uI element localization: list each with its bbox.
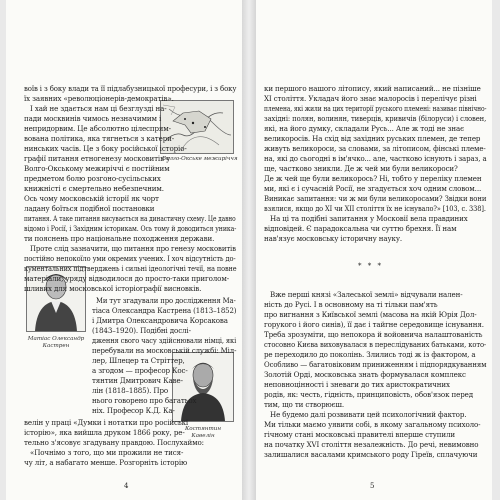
text-line: неповноцінності і зневаги до тих аристократичних — [264, 380, 450, 389]
text-line: Проте слід зазначити, що питання про генезу московитів — [30, 244, 236, 253]
map-caption: Волго-Окське межиріччя — [162, 156, 238, 162]
text-line: Ми тільки маємо уявити собі, в якому загальному психоло- — [264, 420, 481, 429]
text-line: дження свого часу здійснювали німці, які — [92, 336, 237, 345]
text-line: ладану боїться подібної постановки — [24, 204, 155, 213]
text-line: стосовно Києва виховувалася в переслідуваних батьками, кото- — [264, 340, 487, 349]
text-line: ми, які є і сучасній Росії, не згадується хоч одним словом... — [264, 184, 482, 193]
right-page — [256, 0, 492, 500]
book-gutter — [242, 0, 256, 500]
section-separator: * * * — [358, 262, 383, 270]
text-line: тянтин Дмитрович Каве- — [92, 376, 183, 385]
text-line: графії питання етногенезу московитів у — [24, 154, 171, 163]
left-page — [6, 0, 242, 500]
text-line: Вже перші князі «Залеської землі» відчували нален- — [270, 290, 463, 299]
text-line: велін у праці «Думки і нотатки про російські — [24, 418, 189, 427]
page-number: 5 — [370, 482, 375, 490]
text-line: нинських часів. Це з боку російської історіо- — [24, 144, 187, 153]
caption-line: Костянтин — [184, 426, 222, 432]
text-line: великоросів. На схід від західних руських племен, де тепер — [264, 134, 481, 143]
caption-line: Кавелін — [191, 433, 215, 439]
text-line: живуть великороси, за словами, за літописом, фінські племе- — [264, 144, 486, 153]
text-line: про вигнання з Київської землі (масова на якій Юрія Дол- — [264, 310, 477, 319]
text-line: західні: полян, волинян, тиверців, кривичів (білоруси) і словен, — [264, 114, 487, 123]
text-line: Ось чому московській історії як чорт — [24, 194, 159, 203]
text-line: нав'язує московську історичну науку. — [264, 234, 403, 243]
text-line: історію», яка вийшла друком 1866 року, ре- — [24, 428, 185, 437]
text-line: На ці та подібні запитання у Московії вела правдиних — [270, 214, 468, 223]
text-line: залишалися васалами кримського роду Гіреїв, сплачуючи — [264, 450, 478, 459]
text-line: XI століття. Укладач його знає малоросів і перелічує різні — [264, 94, 477, 103]
text-line: Треба зрозуміти, що непокора й войовнича налаштованість — [264, 330, 483, 339]
text-line: воїв і з боку влади та її підлабузницької професури, і з боку — [24, 84, 237, 93]
caption-line: Кастрен — [42, 343, 70, 349]
text-line: «Почнімо з того, що ми прожили не тися- — [30, 448, 184, 457]
text-line: які, на його думку, складали Русь... Але ж тоді не знає — [264, 124, 464, 133]
text-line: ще, частково зникли. Де ж чей ми були великороси? — [264, 164, 458, 173]
portrait-castren-caption — [20, 336, 92, 350]
text-line: їх заявних «революціонерів-демократів». — [24, 94, 174, 103]
text-line: взялися, якщо до XI чи XII століття їх не існувало?» [103, с. 338]. — [264, 204, 486, 213]
text-line: (1843–1920). Подібні дослі- — [92, 326, 191, 335]
text-line: постійно непокоїло уми окремих учених. І хоч відсутність до- — [24, 254, 236, 263]
text-line: відомо і Росії, і Західним історикам. Ось тому й доводиться уника- — [24, 224, 237, 233]
text-line: Особливо — багатовіковим приниженням і підпорядкуванням — [264, 360, 487, 369]
text-line: тіаса Олександра Кастрена (1813–1852) — [92, 306, 237, 315]
text-line: матеріали, уряду відводилося до просто-таки приголом- — [24, 274, 229, 283]
text-line: а згодом — професор Кос- — [92, 366, 188, 375]
text-line: Виникає запитання: чи ж ми були великоросами? Звідки вони — [264, 194, 487, 203]
text-line: питання. А таке питання висувається на династичну схему. Це давно — [24, 214, 236, 223]
text-line: непридорвим. Це абсолютно цілеспрям- — [24, 124, 171, 133]
text-line: ки першого нашого літопису, який написаний... не пізніше — [264, 84, 481, 93]
text-line: на, які до сьогодні в ім'ячко... але, частково існують і зараз, а — [264, 154, 487, 163]
text-line: перебували на московській службі: Міл- — [92, 346, 237, 355]
text-line: І хай не здається нам ці безглузді на- — [30, 104, 167, 113]
text-line: чу літ, а набагато менше. Розгорніть історію — [24, 458, 188, 467]
text-line: на початку XVI століття незалежність. До речі, невимовно — [264, 440, 479, 449]
text-line: родів, як: честь, гідність, принциповість, обов'язок перед — [264, 390, 473, 399]
text-line: племена, які жили на цих території руського племені: називає північно- — [264, 104, 487, 113]
text-line: ти пояснень про національне походження держави. — [24, 234, 215, 243]
text-line: пади москвинів чимось незначимим і — [24, 114, 162, 123]
text-line: відповідей. Є парадоксальна чи суттю брехня. Її нам — [264, 224, 457, 233]
text-line: гічному стані московські правителі вперше ступили — [264, 430, 456, 439]
text-line: ність до Русі. І в основному на ті тільки пам'ять — [264, 300, 438, 309]
text-line: тельно з'ясовує згадувану правдою. Послухаймо: — [24, 438, 204, 447]
text-line: Золотій Орді, московська знать формувалася комплекс — [264, 370, 466, 379]
text-line: нього говорено про багатьох — [92, 396, 197, 405]
caption-line: Матіас Олександр — [27, 336, 85, 342]
text-line: шливих для московської історіографії висновків. — [24, 284, 202, 293]
text-line: і Дмитра Олександровича Корсакова — [92, 316, 228, 325]
text-line: книжністі є смертельно небезпечним. — [24, 184, 164, 193]
text-line: кументальних підтверджень і сильні ідеологічні течії, на повне — [24, 264, 237, 273]
text-line: вована політика, яка тягнеться з катери- — [24, 134, 174, 143]
text-line: Не будемо далі розвивати цей психологічний фактор. — [270, 410, 467, 419]
text-line: Ми тут згадували про дослідження Ма- — [96, 296, 236, 305]
text-line: предметом болю розгоно-сусільських — [24, 174, 161, 183]
page-number: 4 — [124, 482, 129, 490]
text-line: лін (1818–1885). Про — [92, 386, 169, 395]
text-line: Волго-Окському межиріччі є постійним — [24, 164, 170, 173]
text-line: горукого і його синів), її дає і тайгне середовище існування. — [264, 320, 484, 329]
text-line: Де ж чей ще були великорось? Ні, тобто у переліку племен — [264, 174, 482, 183]
text-line: ре переходило до поколінь. Злились тоді ж із фактором, а — [264, 350, 476, 359]
text-line: ніх. Професор К.Д. Ка- — [92, 406, 175, 415]
text-line: лер, Шлецер та Стріттер, — [92, 356, 185, 365]
text-line: тим, що ти створюєш. — [264, 400, 345, 409]
